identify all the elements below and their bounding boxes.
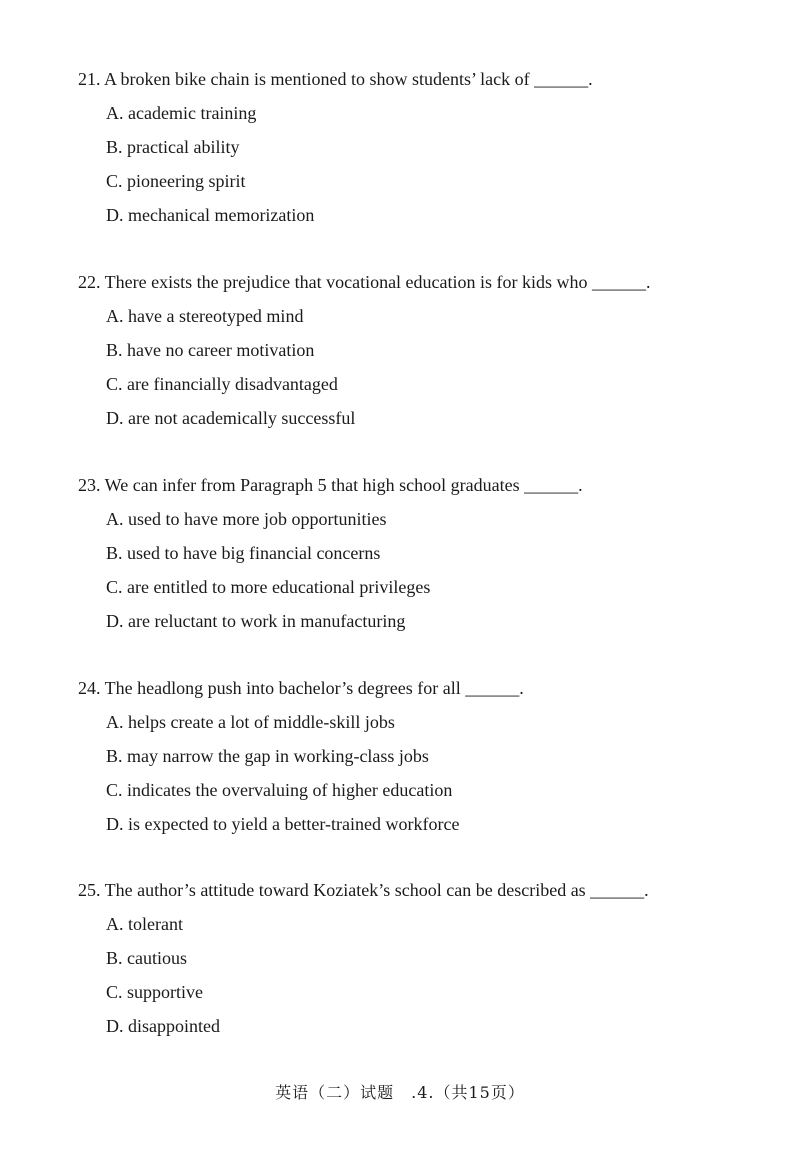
option-c: C. supportive bbox=[106, 982, 203, 1002]
option-a: A. used to have more job opportunities bbox=[106, 509, 387, 529]
option-a: A. tolerant bbox=[106, 914, 183, 934]
option-c: C. indicates the overvaluing of higher education bbox=[106, 780, 453, 800]
option-b: B. cautious bbox=[106, 948, 187, 968]
option-d: D. are reluctant to work in manufacturing bbox=[106, 611, 406, 631]
option-b: B. practical ability bbox=[106, 137, 240, 157]
option-c: C. are financially disadvantaged bbox=[106, 374, 338, 394]
option-d: D. disappointed bbox=[106, 1016, 220, 1036]
option-b: B. may narrow the gap in working-class jobs bbox=[106, 746, 429, 766]
option-c: C. are entitled to more educational privileges bbox=[106, 577, 431, 597]
option-b: B. used to have big financial concerns bbox=[106, 543, 381, 563]
question-stem: 23. We can infer from Paragraph 5 that high school graduates ______. bbox=[78, 475, 583, 495]
option-a: A. academic training bbox=[106, 103, 257, 123]
question-stem: 24. The headlong push into bachelor’s degrees for all ______. bbox=[78, 678, 524, 698]
option-d: D. mechanical memorization bbox=[106, 205, 315, 225]
option-a: A. have a stereotyped mind bbox=[106, 306, 304, 326]
question-stem: 21. A broken bike chain is mentioned to show students’ lack of ______. bbox=[78, 69, 593, 89]
option-d: D. is expected to yield a better-trained workforce bbox=[106, 814, 460, 834]
option-b: B. have no career motivation bbox=[106, 340, 315, 360]
option-a: A. helps create a lot of middle-skill jobs bbox=[106, 712, 395, 732]
question-stem: 25. The author’s attitude toward Koziatek’s school can be described as ______. bbox=[78, 880, 649, 900]
option-c: C. pioneering spirit bbox=[106, 171, 246, 191]
option-d: D. are not academically successful bbox=[106, 408, 356, 428]
page-footer: 英语（二）试题 .4.（共15页） bbox=[275, 1083, 525, 1102]
question-stem: 22. There exists the prejudice that vocational education is for kids who ______. bbox=[78, 272, 651, 292]
